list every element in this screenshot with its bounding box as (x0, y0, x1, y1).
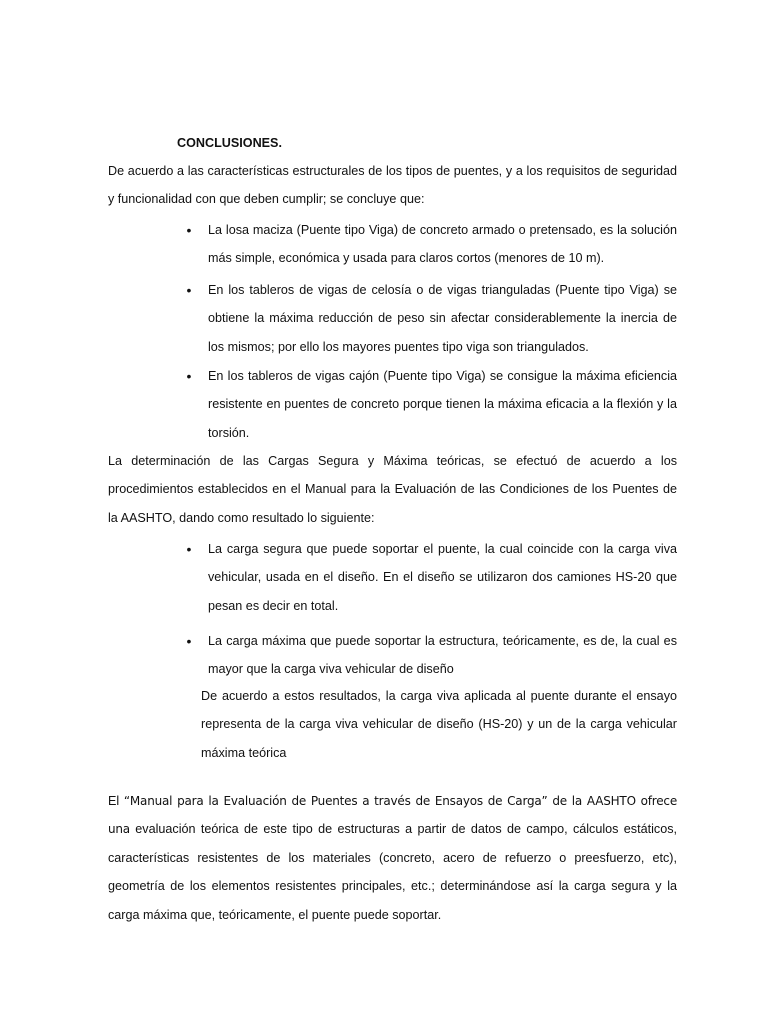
list-item-text: La carga segura que puede soportar el puente, la cual coincide con la carga viva vehicular, usada en el diseño. En el diseño se utilizaron dos camiones HS-20 que pesan es decir en total. (208, 542, 677, 613)
list-item-text: En los tableros de vigas cajón (Puente tipo Viga) se consigue la máxima eficiencia resistente en puentes de concreto porque tienen la máxima eficacia a la flexión y la torsión. (208, 369, 677, 440)
bullet-icon: • (186, 541, 192, 557)
list-item-text: La losa maciza (Puente tipo Viga) de concreto armado o pretensado, es la solución más simple, económica y usada para claros cortos (menores de 10 m). (208, 223, 677, 266)
manual-paragraph-body: evaluación teórica de este tipo de estructuras a partir de datos de campo, cálculos estáticos, características resistentes de los materiales (concreto, acero de refuerzo o preesfuerzo, etc), geometría de los elementos resistentes principales, etc.; determinándose así la carga segura y la carga máxima que, teóricamente, el puente puede soportar. (108, 822, 677, 922)
intro-paragraph: De acuerdo a las características estructurales de los tipos de puentes, y a los requisitos de seguridad y funcionalidad con que deben cumplir; se concluye que: (108, 164, 677, 207)
list-item-text: La carga máxima que puede soportar la estructura, teóricamente, es de, la cual es mayor que la carga viva vehicular de diseño (208, 634, 677, 677)
results-followup-paragraph: De acuerdo a estos resultados, la carga viva aplicada al puente durante el ensayo representa de la carga viva vehicular de diseño (HS-20) y un de la carga vehicular máxima teórica (201, 689, 677, 760)
bullet-icon: • (186, 282, 192, 298)
manual-paragraph-lead: El (108, 794, 124, 808)
section-heading: CONCLUSIONES. (177, 136, 282, 150)
manual-paragraph (108, 787, 677, 929)
list-item-text: En los tableros de vigas de celosía o de vigas trianguladas (Puente tipo Viga) se obtiene la máxima reducción de peso sin afectar considerablemente la inercia de los mismos; por ello los mayores puentes tipo viga son triangulados. (208, 283, 677, 354)
determination-paragraph: La determinación de las Cargas Segura y Máxima teóricas, se efectuó de acuerdo a los procedimientos establecidos en el Manual para la Evaluación de las Condiciones de los Puentes de la AASHTO, dando como resultado lo siguiente: (108, 454, 677, 525)
bullet-icon: • (186, 222, 192, 238)
bullet-icon: • (186, 368, 192, 384)
manual-title: “Manual para la Evaluación de Puentes a través de Ensayos de Carga” de la AASHTO ofrece una (108, 794, 678, 837)
bullet-icon: • (186, 633, 192, 649)
